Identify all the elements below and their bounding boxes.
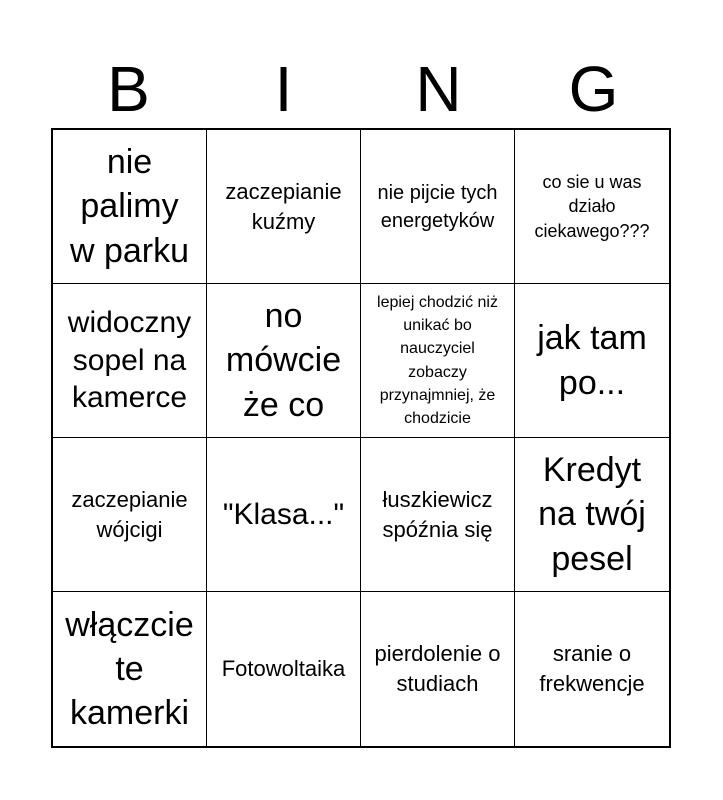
header-letter-n: N <box>415 53 462 125</box>
cell-text: łuszkiewicz spóźnia się <box>382 486 493 542</box>
bingo-cell-r2c4[interactable] <box>515 284 669 438</box>
cell-text: zaczepianie wójcigi <box>71 486 188 542</box>
cell-text: włączcie te kamerki <box>65 605 194 733</box>
bingo-cell-r1c1[interactable] <box>53 130 207 284</box>
bingo-board <box>51 128 671 748</box>
header-letter-b: B <box>107 53 150 125</box>
bingo-cell-r3c4[interactable] <box>515 438 669 592</box>
cell-text: co sie u was działo ciekawego??? <box>534 172 650 241</box>
bingo-cell-r1c2[interactable] <box>207 130 361 284</box>
bingo-cell-r3c2[interactable] <box>207 438 361 592</box>
cell-text: Kredyt na twój pesel <box>538 451 646 578</box>
bingo-header <box>51 50 671 128</box>
header-letter-g: G <box>568 53 619 125</box>
bingo-cell-r3c1[interactable] <box>53 438 207 592</box>
cell-text: jak tam po... <box>537 319 647 402</box>
bingo-cell-r4c1[interactable] <box>53 592 207 746</box>
bingo-cell-r1c4[interactable] <box>515 130 669 284</box>
cell-text: lepiej chodzić niż unikać bo nauczyciel zobaczy przynajmniej, że chodzicie <box>377 293 498 427</box>
bingo-cell-r4c3[interactable] <box>361 592 515 746</box>
cell-text: nie pijcie tych energetyków <box>377 181 498 232</box>
cell-text: no mówcie że co <box>225 297 342 424</box>
cell-text: zaczepianie kuźmy <box>225 178 342 234</box>
bingo-cell-r4c2[interactable] <box>207 592 361 746</box>
bingo-cell-r4c4[interactable] <box>515 592 669 746</box>
bingo-cell-r1c3[interactable] <box>361 130 515 284</box>
bingo-cell-r3c3[interactable] <box>361 438 515 592</box>
cell-text: widoczny sopel na kamerce <box>67 306 192 415</box>
header-letter-i: I <box>274 53 293 125</box>
cell-text: nie palimy w parku <box>69 143 190 270</box>
cell-text: Fotowoltaika <box>221 656 346 682</box>
bingo-cell-r2c2[interactable] <box>207 284 361 438</box>
bingo-cell-r2c3[interactable] <box>361 284 515 438</box>
bingo-cell-r2c1[interactable] <box>53 284 207 438</box>
cell-text: "Klasa..." <box>222 497 345 531</box>
cell-text: sranie o frekwencje <box>539 641 645 696</box>
cell-text: pierdolenie o studiach <box>374 641 501 696</box>
